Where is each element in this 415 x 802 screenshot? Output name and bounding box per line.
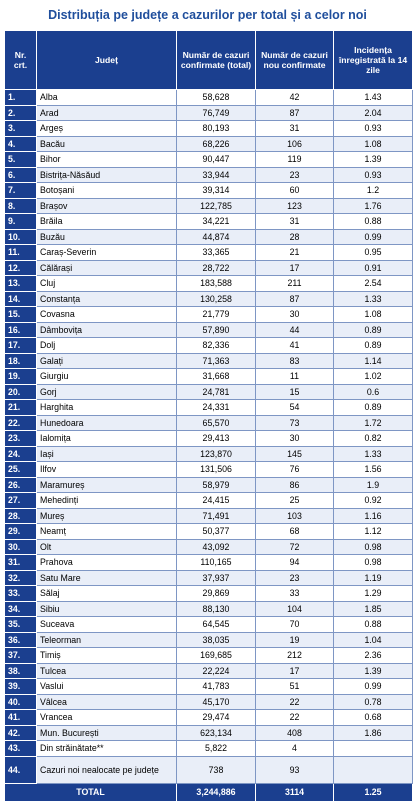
table-row	[5, 446, 413, 462]
county-name: Sibiu	[37, 601, 177, 617]
row-number: 44.	[5, 756, 37, 783]
incidence-cell: 1.33	[334, 291, 413, 307]
total-cases-cell: 738	[177, 756, 256, 783]
county-name: Vrancea	[37, 710, 177, 726]
county-name: Gorj	[37, 384, 177, 400]
incidence-cell: 0.98	[334, 555, 413, 571]
row-number: 34.	[5, 601, 37, 617]
county-name: Mehedinți	[37, 493, 177, 509]
county-name: Harghita	[37, 400, 177, 416]
incidence-cell: 1.08	[334, 136, 413, 152]
row-number: 3.	[5, 121, 37, 137]
county-name: Bistrița-Năsăud	[37, 167, 177, 183]
total-cases-cell: 39,314	[177, 183, 256, 199]
total-cases-cell: 131,506	[177, 462, 256, 478]
table-row	[5, 245, 413, 261]
county-name: Buzău	[37, 229, 177, 245]
row-number: 17.	[5, 338, 37, 354]
total-label: TOTAL	[5, 783, 177, 801]
row-number: 7.	[5, 183, 37, 199]
total-cases-cell: 110,165	[177, 555, 256, 571]
total-cases-cell: 71,491	[177, 508, 256, 524]
county-name: Suceava	[37, 617, 177, 633]
total-row	[5, 783, 413, 801]
county-name: Constanța	[37, 291, 177, 307]
incidence-cell: 0.88	[334, 617, 413, 633]
total-cases-cell: 76,749	[177, 105, 256, 121]
county-name: Dâmbovița	[37, 322, 177, 338]
county-name: Vaslui	[37, 679, 177, 695]
row-number: 19.	[5, 369, 37, 385]
total-cases-cell: 28,722	[177, 260, 256, 276]
total-cases-cell: 24,781	[177, 384, 256, 400]
county-name: Cluj	[37, 276, 177, 292]
table-row	[5, 369, 413, 385]
total-cases-cell: 58,628	[177, 90, 256, 106]
new-cases-cell: 11	[256, 369, 334, 385]
new-cases-cell: 31	[256, 121, 334, 137]
total-cases-cell: 24,331	[177, 400, 256, 416]
incidence-cell: 0.6	[334, 384, 413, 400]
table-row	[5, 648, 413, 664]
table-row	[5, 167, 413, 183]
county-name: Satu Mare	[37, 570, 177, 586]
new-cases-cell: 123	[256, 198, 334, 214]
total-cases-cell: 37,937	[177, 570, 256, 586]
incidence-cell: 0.99	[334, 679, 413, 695]
new-cases-cell: 68	[256, 524, 334, 540]
row-number: 39.	[5, 679, 37, 695]
table-row	[5, 601, 413, 617]
total-cases-cell: 169,685	[177, 648, 256, 664]
row-number: 25.	[5, 462, 37, 478]
total-cases-cell: 31,668	[177, 369, 256, 385]
table-row	[5, 214, 413, 230]
row-number: 22.	[5, 415, 37, 431]
county-name: Timiș	[37, 648, 177, 664]
new-cases-cell: 33	[256, 586, 334, 602]
row-number: 1.	[5, 90, 37, 106]
new-cases-cell: 93	[256, 756, 334, 783]
incidence-cell: 0.95	[334, 245, 413, 261]
county-name: Giurgiu	[37, 369, 177, 385]
new-cases-cell: 76	[256, 462, 334, 478]
county-name: Din străinătate**	[37, 741, 177, 757]
incidence-cell: 1.39	[334, 152, 413, 168]
row-number: 30.	[5, 539, 37, 555]
new-cases-cell: 104	[256, 601, 334, 617]
incidence-cell: 1.12	[334, 524, 413, 540]
county-name: Ilfov	[37, 462, 177, 478]
total-cases-cell: 82,336	[177, 338, 256, 354]
incidence-cell: 1.19	[334, 570, 413, 586]
new-cases-cell: 25	[256, 493, 334, 509]
table-body	[5, 90, 413, 784]
row-number: 41.	[5, 710, 37, 726]
row-number: 43.	[5, 741, 37, 757]
incidence-cell: 0.82	[334, 431, 413, 447]
new-cases-cell: 119	[256, 152, 334, 168]
row-number: 40.	[5, 694, 37, 710]
county-name: Olt	[37, 539, 177, 555]
row-number: 36.	[5, 632, 37, 648]
new-cases-cell: 72	[256, 539, 334, 555]
new-cases-cell: 41	[256, 338, 334, 354]
incidence-cell: 1.9	[334, 477, 413, 493]
incidence-cell: 2.54	[334, 276, 413, 292]
county-name: Covasna	[37, 307, 177, 323]
row-number: 4.	[5, 136, 37, 152]
county-name: Sălaj	[37, 586, 177, 602]
new-cases-cell: 19	[256, 632, 334, 648]
county-name: Teleorman	[37, 632, 177, 648]
county-name: Argeș	[37, 121, 177, 137]
new-cases-cell: 17	[256, 663, 334, 679]
total-cases-cell: 122,785	[177, 198, 256, 214]
total-cases-cell: 24,415	[177, 493, 256, 509]
county-name: Caraș-Severin	[37, 245, 177, 261]
table-row	[5, 756, 413, 783]
incidence-cell: 1.08	[334, 307, 413, 323]
total-cases-cell: 90,447	[177, 152, 256, 168]
incidence-cell: 1.43	[334, 90, 413, 106]
county-name: Dolj	[37, 338, 177, 354]
row-number: 6.	[5, 167, 37, 183]
row-number: 20.	[5, 384, 37, 400]
table-row	[5, 322, 413, 338]
table-row	[5, 632, 413, 648]
row-number: 24.	[5, 446, 37, 462]
row-number: 31.	[5, 555, 37, 571]
new-cases-cell: 94	[256, 555, 334, 571]
county-name: Alba	[37, 90, 177, 106]
row-number: 14.	[5, 291, 37, 307]
row-number: 5.	[5, 152, 37, 168]
county-name: Galați	[37, 353, 177, 369]
total-cases-cell: 34,221	[177, 214, 256, 230]
table-header-row	[5, 31, 413, 90]
column-header-total: Număr de cazuri confirmate (total)	[177, 31, 256, 90]
table-row	[5, 400, 413, 416]
total-cases-cell: 88,130	[177, 601, 256, 617]
total-cases-cell: 29,474	[177, 710, 256, 726]
incidence-cell: 1.33	[334, 446, 413, 462]
table-row	[5, 121, 413, 137]
total-cases-cell: 33,365	[177, 245, 256, 261]
row-number: 16.	[5, 322, 37, 338]
row-number: 9.	[5, 214, 37, 230]
county-name: Brașov	[37, 198, 177, 214]
total-cases-cell: 64,545	[177, 617, 256, 633]
table-row	[5, 183, 413, 199]
table-row	[5, 152, 413, 168]
row-number: 42.	[5, 725, 37, 741]
incidence-cell	[334, 741, 413, 757]
new-cases-cell: 54	[256, 400, 334, 416]
incidence-cell: 1.2	[334, 183, 413, 199]
table-row	[5, 539, 413, 555]
total-new-cases: 3114	[256, 783, 334, 801]
new-cases-cell: 22	[256, 694, 334, 710]
table-row	[5, 710, 413, 726]
incidence-cell: 0.98	[334, 539, 413, 555]
incidence-cell: 0.89	[334, 322, 413, 338]
incidence-cell: 1.56	[334, 462, 413, 478]
total-cases-cell: 22,224	[177, 663, 256, 679]
column-header-incidence: Incidența înregistrată la 14 zile	[334, 31, 413, 90]
new-cases-cell: 70	[256, 617, 334, 633]
total-incidence: 1.25	[334, 783, 413, 801]
table-row	[5, 136, 413, 152]
incidence-cell: 1.16	[334, 508, 413, 524]
total-cases-cell: 123,870	[177, 446, 256, 462]
table-row	[5, 90, 413, 106]
table-row	[5, 617, 413, 633]
incidence-cell: 1.29	[334, 586, 413, 602]
total-cases-cell: 33,944	[177, 167, 256, 183]
county-name: Arad	[37, 105, 177, 121]
county-name: Brăila	[37, 214, 177, 230]
row-number: 13.	[5, 276, 37, 292]
row-number: 28.	[5, 508, 37, 524]
table-row	[5, 291, 413, 307]
county-name: Călărași	[37, 260, 177, 276]
county-name: Ialomița	[37, 431, 177, 447]
row-number: 21.	[5, 400, 37, 416]
row-number: 26.	[5, 477, 37, 493]
row-number: 27.	[5, 493, 37, 509]
table-row	[5, 338, 413, 354]
table-row	[5, 586, 413, 602]
row-number: 23.	[5, 431, 37, 447]
new-cases-cell: 83	[256, 353, 334, 369]
column-header-new: Număr de cazuri nou confirmate	[256, 31, 334, 90]
new-cases-cell: 86	[256, 477, 334, 493]
incidence-cell: 0.99	[334, 229, 413, 245]
total-cases-cell: 57,890	[177, 322, 256, 338]
table-row	[5, 679, 413, 695]
county-name: Mun. București	[37, 725, 177, 741]
column-header-nr: Nr. crt.	[5, 31, 37, 90]
incidence-cell: 2.36	[334, 648, 413, 664]
incidence-cell: 0.68	[334, 710, 413, 726]
county-name: Bacău	[37, 136, 177, 152]
incidence-cell: 1.76	[334, 198, 413, 214]
table-row	[5, 508, 413, 524]
new-cases-cell: 15	[256, 384, 334, 400]
total-cases-cell: 44,874	[177, 229, 256, 245]
column-header-county: Județ	[37, 31, 177, 90]
table-row	[5, 477, 413, 493]
table-row	[5, 105, 413, 121]
table-row	[5, 415, 413, 431]
total-cases-cell: 41,783	[177, 679, 256, 695]
total-cases-cell: 5,822	[177, 741, 256, 757]
table-row	[5, 694, 413, 710]
row-number: 32.	[5, 570, 37, 586]
incidence-cell: 0.89	[334, 338, 413, 354]
incidence-cell: 0.88	[334, 214, 413, 230]
incidence-cell: 0.78	[334, 694, 413, 710]
table-row	[5, 384, 413, 400]
incidence-cell: 1.39	[334, 663, 413, 679]
total-cases-cell: 80,193	[177, 121, 256, 137]
table-row	[5, 229, 413, 245]
county-name: Bihor	[37, 152, 177, 168]
incidence-cell: 1.86	[334, 725, 413, 741]
new-cases-cell: 30	[256, 431, 334, 447]
row-number: 29.	[5, 524, 37, 540]
table-row	[5, 431, 413, 447]
total-cases-cell: 50,377	[177, 524, 256, 540]
incidence-cell: 1.04	[334, 632, 413, 648]
table-row	[5, 555, 413, 571]
county-name: Maramureș	[37, 477, 177, 493]
incidence-cell: 1.72	[334, 415, 413, 431]
new-cases-cell: 408	[256, 725, 334, 741]
county-cases-table	[4, 30, 413, 802]
incidence-cell: 0.91	[334, 260, 413, 276]
table-row	[5, 260, 413, 276]
county-name: Tulcea	[37, 663, 177, 679]
row-number: 8.	[5, 198, 37, 214]
table-row	[5, 524, 413, 540]
new-cases-cell: 42	[256, 90, 334, 106]
table-row	[5, 276, 413, 292]
county-name: Botoșani	[37, 183, 177, 199]
new-cases-cell: 106	[256, 136, 334, 152]
row-number: 35.	[5, 617, 37, 633]
incidence-cell: 0.93	[334, 121, 413, 137]
page-title: Distribuția pe județe a cazurilor per total și a celor noi	[48, 8, 367, 22]
total-cases-cell: 29,869	[177, 586, 256, 602]
new-cases-cell: 31	[256, 214, 334, 230]
new-cases-cell: 21	[256, 245, 334, 261]
incidence-cell: 0.92	[334, 493, 413, 509]
county-name: Iași	[37, 446, 177, 462]
county-name: Cazuri noi nealocate pe județe	[37, 756, 177, 783]
new-cases-cell: 211	[256, 276, 334, 292]
incidence-cell: 0.93	[334, 167, 413, 183]
new-cases-cell: 17	[256, 260, 334, 276]
table-row	[5, 198, 413, 214]
county-name: Mureș	[37, 508, 177, 524]
row-number: 2.	[5, 105, 37, 121]
new-cases-cell: 51	[256, 679, 334, 695]
row-number: 15.	[5, 307, 37, 323]
incidence-cell: 1.85	[334, 601, 413, 617]
row-number: 11.	[5, 245, 37, 261]
row-number: 38.	[5, 663, 37, 679]
incidence-cell: 1.14	[334, 353, 413, 369]
new-cases-cell: 4	[256, 741, 334, 757]
table-row	[5, 570, 413, 586]
new-cases-cell: 44	[256, 322, 334, 338]
county-name: Prahova	[37, 555, 177, 571]
table-row	[5, 462, 413, 478]
row-number: 18.	[5, 353, 37, 369]
county-name: Hunedoara	[37, 415, 177, 431]
incidence-cell: 2.04	[334, 105, 413, 121]
incidence-cell	[334, 756, 413, 783]
row-number: 33.	[5, 586, 37, 602]
total-cases: 3,244,886	[177, 783, 256, 801]
total-cases-cell: 130,258	[177, 291, 256, 307]
row-number: 12.	[5, 260, 37, 276]
county-name: Neamț	[37, 524, 177, 540]
table-row	[5, 493, 413, 509]
incidence-cell: 0.89	[334, 400, 413, 416]
new-cases-cell: 212	[256, 648, 334, 664]
table-row	[5, 353, 413, 369]
county-name: Vâlcea	[37, 694, 177, 710]
new-cases-cell: 103	[256, 508, 334, 524]
table-row	[5, 741, 413, 757]
table-row	[5, 663, 413, 679]
new-cases-cell: 30	[256, 307, 334, 323]
row-number: 37.	[5, 648, 37, 664]
new-cases-cell: 60	[256, 183, 334, 199]
total-cases-cell: 71,363	[177, 353, 256, 369]
total-cases-cell: 29,413	[177, 431, 256, 447]
row-number: 10.	[5, 229, 37, 245]
new-cases-cell: 23	[256, 570, 334, 586]
new-cases-cell: 145	[256, 446, 334, 462]
total-cases-cell: 58,979	[177, 477, 256, 493]
total-cases-cell: 65,570	[177, 415, 256, 431]
new-cases-cell: 87	[256, 105, 334, 121]
table-row	[5, 307, 413, 323]
total-cases-cell: 21,779	[177, 307, 256, 323]
new-cases-cell: 28	[256, 229, 334, 245]
total-cases-cell: 45,170	[177, 694, 256, 710]
incidence-cell: 1.02	[334, 369, 413, 385]
table-row	[5, 725, 413, 741]
total-cases-cell: 43,092	[177, 539, 256, 555]
total-cases-cell: 623,134	[177, 725, 256, 741]
new-cases-cell: 73	[256, 415, 334, 431]
total-cases-cell: 38,035	[177, 632, 256, 648]
new-cases-cell: 87	[256, 291, 334, 307]
new-cases-cell: 23	[256, 167, 334, 183]
total-cases-cell: 68,226	[177, 136, 256, 152]
total-cases-cell: 183,588	[177, 276, 256, 292]
new-cases-cell: 22	[256, 710, 334, 726]
